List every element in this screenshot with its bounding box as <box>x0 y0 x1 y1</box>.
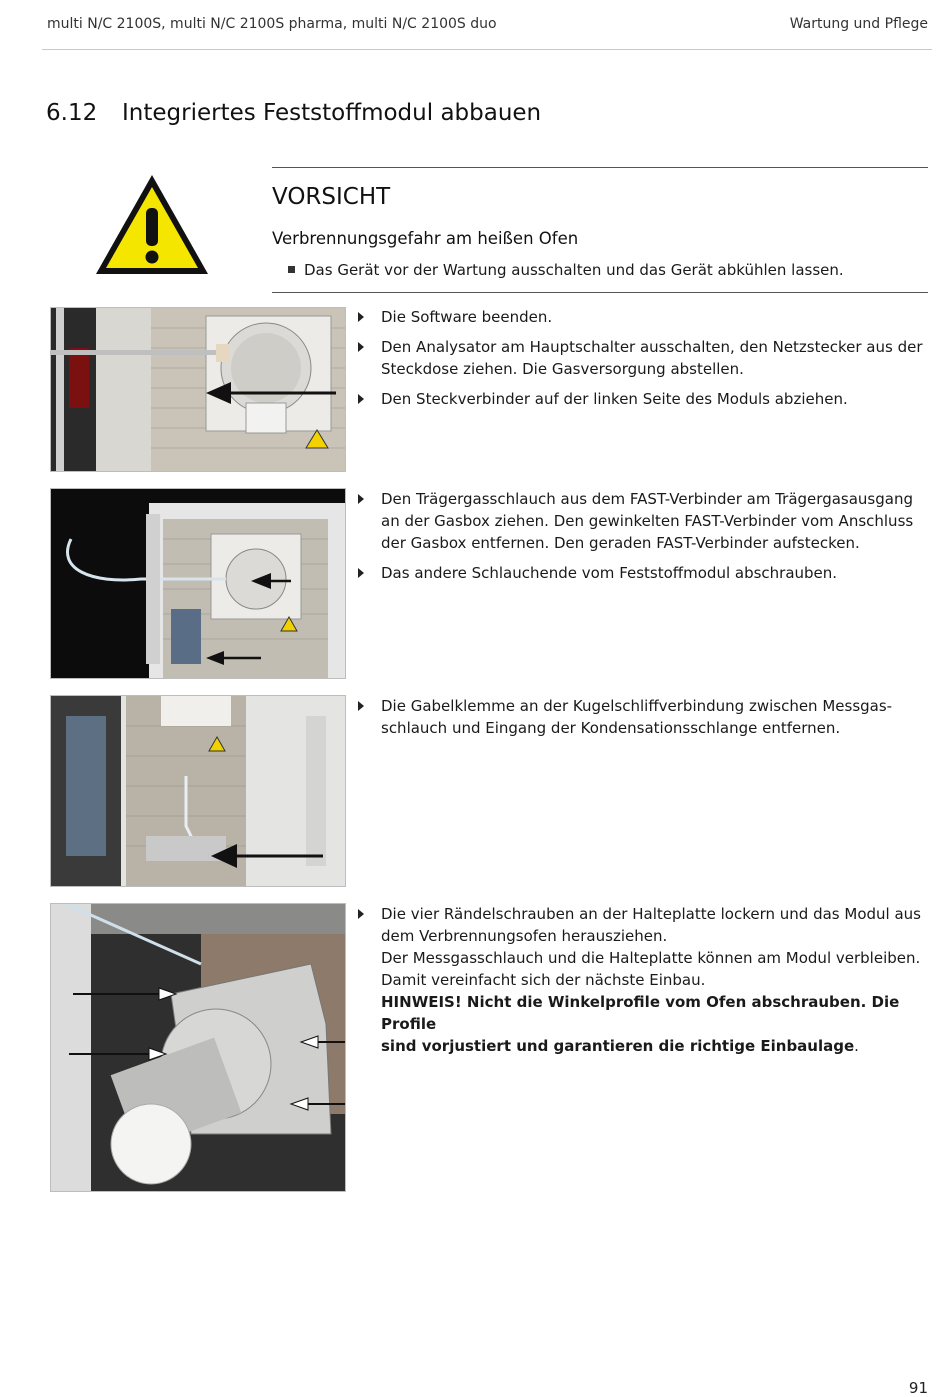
steps-block-2 <box>356 488 926 592</box>
steps-block-4 <box>356 903 926 1065</box>
step-item: Den Analysator am Hauptschalter ausschalten, den Netzstecker aus der Steckdose ziehen. Die Gasversorgung abstellen. <box>356 336 926 380</box>
arrow-bullet-icon <box>358 342 364 352</box>
section-number: 6.12 <box>46 100 98 126</box>
step-item: Den Steckverbinder auf der linken Seite des Moduls abziehen. <box>356 388 926 410</box>
warning-measure-text: Das Gerät vor der Wartung ausschalten und das Gerät abkühlen lassen. <box>304 261 844 279</box>
warning-signal-word: VORSICHT <box>272 184 391 210</box>
warning-bottom-rule <box>272 292 928 293</box>
section-title: Integriertes Feststoffmodul abbauen <box>122 100 542 126</box>
note-text: HINWEIS! Nicht die Winkelprofile vom Ofen abschrauben. Die Profile <box>381 993 900 1033</box>
step-item: Das andere Schlauchende vom Feststoffmodul abschrauben. <box>356 562 926 584</box>
steps-block-3 <box>356 695 926 747</box>
warning-top-rule <box>272 167 928 168</box>
warning-measure <box>288 261 844 279</box>
arrow-bullet-icon <box>358 394 364 404</box>
step-item: Die Gabelklemme an der Kugelschliffverbindung zwischen Messgas-schlauch und Eingang der Kondensationsschlange entfernen. <box>356 695 926 739</box>
arrow-bullet-icon <box>358 568 364 578</box>
arrow-bullet-icon <box>358 494 364 504</box>
step-item: Die vier Rändelschrauben an der Halteplatte lockern und das Modul aus dem Verbrennungsofen herausziehen. Der Messgasschlauch und die Halteplatte können am Modul verbleiben. Damit vereinfacht sich der nächste Einbau. HINWEIS! Nicht die Winkelprofile vom Ofen abschrauben. Die Profile sind vorjustiert und garantieren die richtige Einbaulage. <box>356 903 926 1057</box>
arrow-bullet-icon <box>358 909 364 919</box>
step-item: Den Trägergasschlauch aus dem FAST-Verbinder am Trägergasausgang an der Gasbox ziehen. Den gewinkelten FAST-Verbinder vom Anschluss der Gasbox entfernen. Den geraden FAST-Verbinder aufstecken. <box>356 488 926 554</box>
warning-hazard: Verbrennungsgefahr am heißen Ofen <box>272 229 579 248</box>
photo-fork-clamp <box>50 695 346 887</box>
photo-connector <box>50 307 346 472</box>
running-header-title: multi N/C 2100S, multi N/C 2100S pharma, multi N/C 2100S duo <box>47 16 497 32</box>
page-number: 91 <box>908 1379 928 1397</box>
step-item: Die Software beenden. <box>356 306 926 328</box>
arrow-bullet-icon <box>358 312 364 322</box>
note-text: sind vorjustiert und garantieren die richtige Einbaulage <box>381 1037 855 1055</box>
photo-gasbox <box>50 488 346 679</box>
arrow-bullet-icon <box>358 701 364 711</box>
warning-triangle-icon <box>93 172 211 278</box>
header-divider <box>42 49 932 50</box>
photo-knurled-screws <box>50 903 346 1192</box>
steps-block-1 <box>356 306 926 418</box>
square-bullet-icon <box>288 266 295 273</box>
running-header-chapter: Wartung und Pflege <box>789 16 928 32</box>
